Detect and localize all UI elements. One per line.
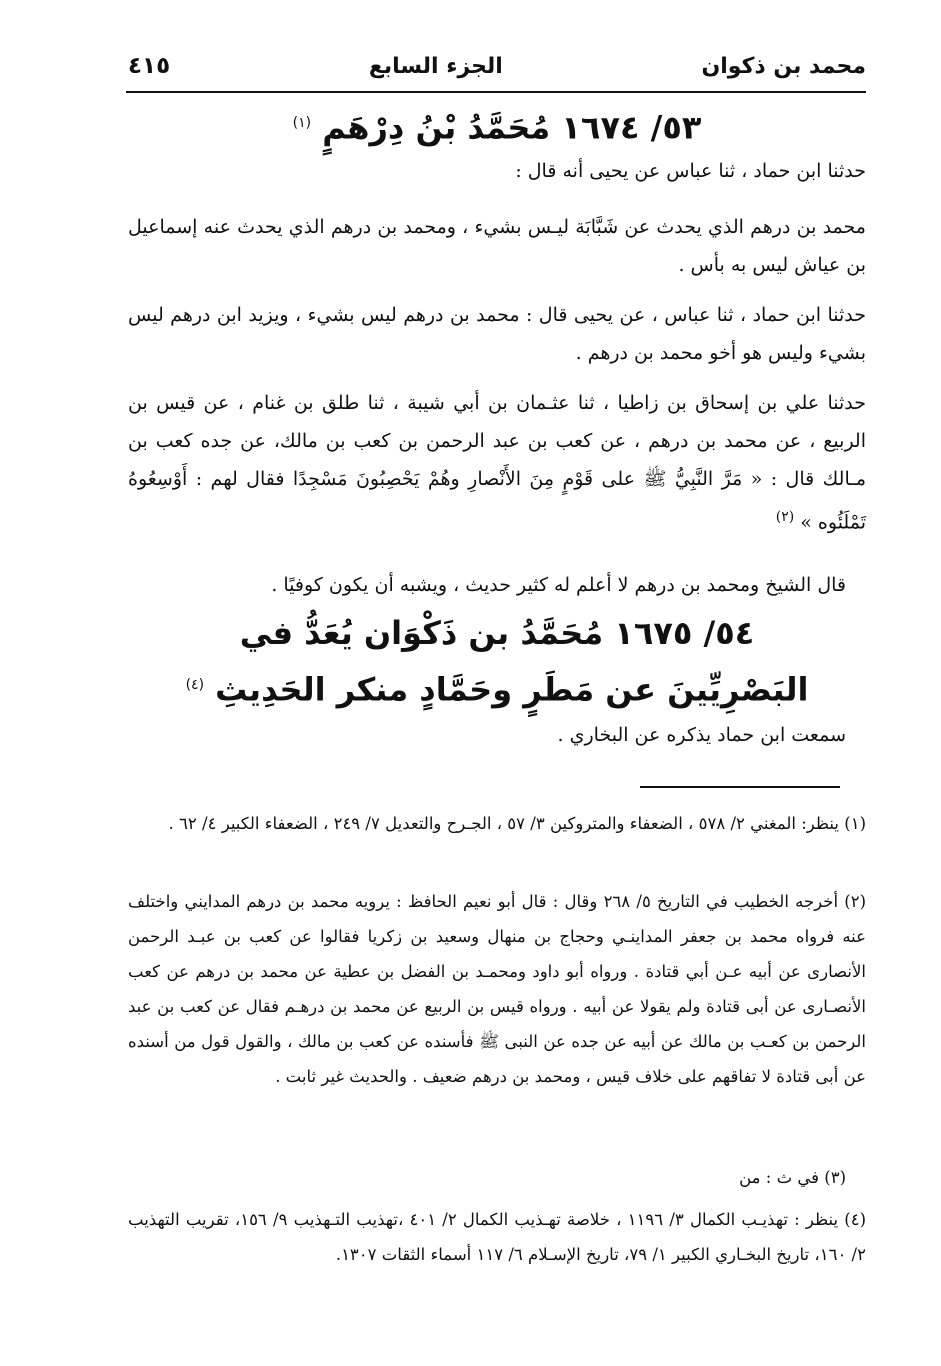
entry-title-text: ٥٣/ ١٦٧٤ مُحَمَّدُ بْنُ دِرْهَمٍ bbox=[322, 108, 702, 147]
footnote-3: (٣) في ث : من bbox=[739, 1168, 846, 1187]
entry-title-text: البَصْرِيِّينَ عن مَطَرٍ وحَمَّادٍ منكر الحَدِيثِ bbox=[215, 670, 809, 709]
footnote-4: (٤) ينظر : تهذيـب الكمال ٣/ ١١٩٦ ، خلاصة تهـذيب الكمال ٢/ ٤٠١ ،تهذيب التـهذيب ٩/ ١٥٦، تقريب التهذيب ٢/ ١٦٠، تاريخ البخـاري الكبير ١/ ٧٩، تاريخ الإسـلام ٦/ ١١٧ أسماء الثقات ١٣٠٧. bbox=[128, 1210, 867, 1264]
entry-title-1675-line1: ٥٤/ ١٦٧٥ مُحَمَّدُ بن ذَكْوَان يُعَدُّ في bbox=[239, 614, 755, 652]
paragraph-hadith bbox=[128, 384, 866, 541]
page-number: ٤١٥ bbox=[128, 53, 171, 79]
header-entry-name: محمد بن ذكوان bbox=[701, 53, 866, 79]
hadith-text: حدثنا علي بن إسحاق بن زاطيا ، ثنا عثـمان بن أبي شيبة ، ثنا طلق بن غنام ، عن قيس بن الربيع ، عن محمد بن درهم ، عن كعب بن عبد الرحمن بن كعب بن مالك، عن جده كعب بن مـالك قال : « مَرَّ النَّبِيُّ ﷺ على قَوْمٍ مِنَ الأَنْصارِ وهُمْ يَحْصِبُونَ مَسْجِدًا فقال لهم : أَوْسِعُوهُ تَمْلَئُوه » bbox=[128, 392, 866, 534]
footnote-ref-4: (٤) bbox=[185, 677, 205, 693]
footnote-1: (١) ينظر: المغني ٢/ ٥٧٨ ، الضعفاء والمتروكين ٣/ ٥٧ ، الجـرح والتعديل ٧/ ٢٤٩ ، الضعفاء الكبير ٤/ ٦٢ . bbox=[168, 814, 866, 833]
footnote-separator bbox=[640, 786, 840, 788]
paragraph-1: محمد بن درهم الذي يحدث عن شَبَّابَة ليـس بشيء ، ومحمد بن درهم الذي يحدث عنه إسماعيل بن عياش ليس به بأس . bbox=[128, 216, 866, 276]
header-volume: الجزء السابع bbox=[368, 53, 503, 79]
paragraph-sheikh-comment: قال الشيخ ومحمد بن درهم لا أعلم له كثير حديث ، ويشبه أن يكون كوفيًا . bbox=[271, 574, 846, 596]
paragraph-bukhari: سمعت ابن حماد يذكره عن البخاري . bbox=[557, 724, 846, 746]
header-rule bbox=[126, 91, 866, 93]
footnote-ref-2: (٢) bbox=[775, 509, 795, 525]
entry-title-1675-line2 bbox=[128, 660, 866, 715]
running-header bbox=[128, 44, 866, 88]
footnote-2: (٢) أخرجه الخطيب في التاريخ ٥/ ٢٦٨ وقال : قال أبو نعيم الحافظ : يرويه محمد بن درهم المدايني واختلف عنه فرواه محمد بن جعفر المداينـي وحجاج بن منهال وسعيد بن زكريا فقالوا عن كعب بن عبـد الرحمن الأنصارى عن أبيه عـن أبي قتادة . ورواه أبو داود ومحمـد بن الفضل بن عطية عن محمد بن درهم عن كعب الأنصـارى عن أبى قتادة ولم يقولا عن أبيه . ورواه قيس بن الربيع عن محمد بن درهـم فقال عن كعب بن عبد الرحمن بن كعـب بن مالك عن أبيه عن جده عن النبى ﷺ فأسنده عن كعب بن مالك ، والقول قول من أسنده عن أبى قتادة لا تفاقهم على خلاف قيس ، ومحمد بن درهم ضعيف . والحديث غير ثابت . bbox=[128, 892, 866, 1086]
entry-title-1674 bbox=[128, 98, 866, 153]
footnote-ref-1: (١) bbox=[292, 115, 312, 131]
paragraph-2: حدثنا ابن حماد ، ثنا عباس ، عن يحيى قال : محمد بن درهم ليس بشيء ، ويزيد ابن درهم ليس بشيء وليس هو أخو محمد بن درهم . bbox=[128, 304, 866, 364]
paragraph-isnad-1: حدثنا ابن حماد ، ثنا عباس عن يحيى أنه قال : bbox=[515, 160, 866, 182]
